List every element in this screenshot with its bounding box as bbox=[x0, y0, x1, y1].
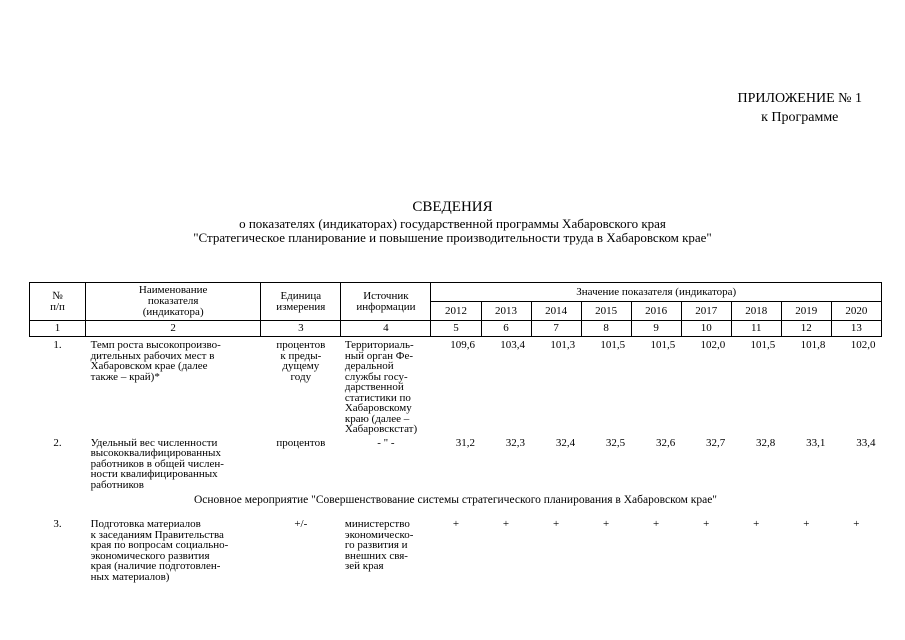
indicator-value: 32,3 bbox=[505, 436, 526, 449]
indicator-value: 32,6 bbox=[655, 436, 676, 449]
header-year: 2017 bbox=[681, 302, 731, 321]
header-values-group: Значение показателя (индикатора) bbox=[431, 283, 882, 302]
document-heading: СВЕДЕНИЯ bbox=[412, 199, 493, 215]
table-row bbox=[30, 435, 882, 491]
header-year: 2020 bbox=[831, 302, 881, 321]
indicator-name: Подготовка материалов к заседаниям Правительства края по вопросам социально- экономического развития края (наличие подготовлен- ных материалов) bbox=[90, 518, 229, 583]
indicator-value: + bbox=[603, 518, 610, 530]
column-number: 10 bbox=[681, 321, 731, 337]
indicator-value: 101,5 bbox=[750, 339, 776, 351]
table-row bbox=[30, 516, 882, 582]
indicator-value: 32,4 bbox=[555, 436, 576, 449]
indicator-value: + bbox=[502, 518, 510, 530]
table-row bbox=[30, 337, 882, 435]
indicator-value: + bbox=[653, 518, 660, 530]
column-number-row bbox=[30, 321, 882, 337]
header-year: 2012 bbox=[431, 302, 481, 321]
column-number: 2 bbox=[86, 321, 261, 337]
header-year: 2016 bbox=[631, 302, 681, 321]
indicator-value: + bbox=[703, 518, 710, 530]
column-number: 1 bbox=[30, 321, 86, 337]
document-subtitle-2: "Стратегическое планирование и повышение производительности труда в Хабаровском крае" bbox=[193, 230, 712, 245]
indicator-value: 33,1 bbox=[806, 436, 826, 449]
indicator-value: + bbox=[853, 518, 860, 530]
row-number: 3. bbox=[53, 518, 62, 530]
indicator-value: 32,7 bbox=[705, 436, 726, 449]
section-title: Основное мероприятие "Совершенствование системы стратегического планирования в Хабаровском крае" bbox=[193, 494, 717, 506]
indicator-source: министерство экономическо- го развития и внешних свя- зей края bbox=[344, 518, 414, 572]
indicator-value: 32,5 bbox=[605, 436, 626, 449]
indicator-unit: процентов bbox=[276, 436, 326, 449]
indicator-value: + bbox=[452, 518, 460, 530]
appendix-title: ПРИЛОЖЕНИЕ № 1 bbox=[737, 91, 862, 106]
column-number: 11 bbox=[731, 321, 781, 337]
indicator-source: Территориаль- ный орган Фе- деральной службы госу- дарственной статистики по Хабаровскому краю (далее – Хабаровскстат) bbox=[344, 339, 418, 435]
indicators-table bbox=[29, 282, 882, 582]
column-number: 8 bbox=[581, 321, 631, 337]
indicator-value: 102,0 bbox=[850, 339, 876, 351]
appendix-label bbox=[738, 89, 863, 127]
appendix-subtitle: к Программе bbox=[761, 110, 839, 125]
indicator-value: 103,4 bbox=[500, 339, 526, 351]
header-unit: Единица измерения bbox=[261, 283, 341, 321]
header-year: 2019 bbox=[781, 302, 831, 321]
column-number: 9 bbox=[631, 321, 681, 337]
section-row bbox=[30, 490, 882, 516]
indicator-value: 101,3 bbox=[550, 339, 576, 351]
document-subtitle-1: о показателях (индикаторах) государственной программы Хабаровского края bbox=[239, 216, 666, 231]
header-year: 2013 bbox=[481, 302, 531, 321]
column-number: 4 bbox=[341, 321, 431, 337]
indicator-unit: процентов к преды- дущему году bbox=[276, 339, 326, 383]
header-row-1 bbox=[30, 283, 882, 302]
header-year: 2014 bbox=[531, 302, 581, 321]
row-number: 1. bbox=[53, 339, 62, 351]
header-num: № п/п bbox=[30, 283, 86, 321]
indicator-value: 109,6 bbox=[450, 339, 475, 351]
document-title-block bbox=[0, 198, 905, 245]
indicator-value: + bbox=[803, 518, 810, 530]
header-name: Наименование показателя (индикатора) bbox=[86, 283, 261, 321]
indicator-value: 101,5 bbox=[600, 339, 626, 351]
indicator-value: 101,5 bbox=[650, 339, 676, 351]
indicator-value: 102,0 bbox=[700, 339, 726, 351]
row-number: 2. bbox=[53, 436, 62, 449]
column-number: 3 bbox=[261, 321, 341, 337]
column-number: 5 bbox=[431, 321, 481, 337]
indicator-name: Темп роста высокопроизво- дительных рабочих мест в Хабаровском крае (далее также – край)* bbox=[90, 339, 221, 383]
indicator-value: 32,8 bbox=[756, 436, 776, 449]
indicator-value: + bbox=[753, 518, 760, 530]
header-source: Источник информации bbox=[341, 283, 431, 321]
column-number: 7 bbox=[531, 321, 581, 337]
indicator-source: - " - bbox=[377, 436, 395, 449]
indicator-value: 31,2 bbox=[455, 436, 475, 449]
column-number: 12 bbox=[781, 321, 831, 337]
header-year: 2018 bbox=[731, 302, 781, 321]
indicator-value: 101,8 bbox=[800, 339, 826, 351]
column-number: 13 bbox=[831, 321, 881, 337]
indicator-value: 33,4 bbox=[856, 436, 876, 449]
indicator-unit: +/- bbox=[294, 518, 308, 530]
indicator-value: + bbox=[552, 518, 560, 530]
column-number: 6 bbox=[481, 321, 531, 337]
indicator-name: Удельный вес численности высококвалифицированных работников в общей числен- ности квалифицированных работников bbox=[90, 436, 224, 491]
header-year: 2015 bbox=[581, 302, 631, 321]
